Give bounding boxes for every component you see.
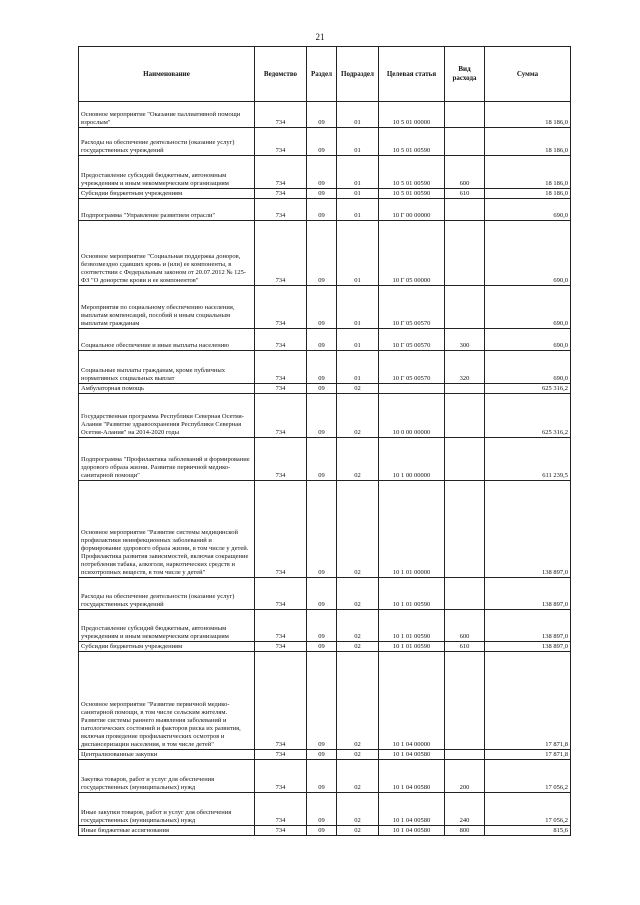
- table-row: [79, 221, 571, 286]
- row-name: Закупка товаров, работ и услуг для обеспечения государственных (муниципальных) нужд: [79, 760, 255, 793]
- row-amount: 18 186,0: [485, 128, 571, 156]
- row-name: Субсидии бюджетным учреждениям: [79, 189, 255, 199]
- table-row: [79, 189, 571, 199]
- row-section: 09: [307, 481, 337, 578]
- row-section: 09: [307, 642, 337, 652]
- row-amount: 138 897,0: [485, 610, 571, 642]
- row-target-article: 10 5 01 00590: [379, 189, 445, 199]
- row-target-article: 10 5 01 00000: [379, 102, 445, 128]
- row-section: 09: [307, 793, 337, 826]
- row-section: 09: [307, 351, 337, 384]
- table-row: [79, 128, 571, 156]
- row-amount: 18 186,0: [485, 189, 571, 199]
- row-subsection: 02: [337, 394, 379, 438]
- row-subsection: 01: [337, 189, 379, 199]
- table-row: [79, 286, 571, 329]
- row-target-article: 10 1 04 00580: [379, 750, 445, 760]
- row-department: 734: [255, 642, 307, 652]
- table-row: [79, 481, 571, 578]
- row-section: 09: [307, 394, 337, 438]
- row-name: Расходы на обеспечение деятельности (оказание услуг) государственных учреждений: [79, 578, 255, 610]
- row-name: Субсидии бюджетным учреждениям: [79, 642, 255, 652]
- row-target-article: [379, 384, 445, 394]
- row-section: 09: [307, 189, 337, 199]
- row-expense-type: [445, 221, 485, 286]
- row-subsection: 02: [337, 438, 379, 481]
- row-name: Социальные выплаты гражданам, кроме публичных нормативных социальных выплат: [79, 351, 255, 384]
- header-expense-type: Вид расхода: [445, 47, 485, 102]
- row-name: Подпрограмма "Управление развитием отрасли": [79, 199, 255, 221]
- table-row: [79, 610, 571, 642]
- row-department: 734: [255, 652, 307, 750]
- row-expense-type: 320: [445, 351, 485, 384]
- row-subsection: 02: [337, 750, 379, 760]
- row-name: Иные бюджетные ассигнования: [79, 826, 255, 836]
- row-target-article: 10 1 01 00000: [379, 481, 445, 578]
- header-subsection: Подраздел: [337, 47, 379, 102]
- row-subsection: 01: [337, 199, 379, 221]
- row-amount: 17 056,2: [485, 760, 571, 793]
- row-expense-type: [445, 750, 485, 760]
- budget-table: [78, 46, 571, 836]
- row-amount: 18 186,0: [485, 156, 571, 189]
- row-target-article: 10 Г 05 00570: [379, 286, 445, 329]
- row-target-article: 10 Г 00 00000: [379, 199, 445, 221]
- row-subsection: 02: [337, 793, 379, 826]
- row-name: Предоставление субсидий бюджетным, автономным учреждениям и иным некоммерческим организациям: [79, 610, 255, 642]
- row-section: 09: [307, 221, 337, 286]
- row-subsection: 01: [337, 351, 379, 384]
- row-department: 734: [255, 351, 307, 384]
- row-target-article: 10 Г 05 00000: [379, 221, 445, 286]
- row-amount: 690,0: [485, 286, 571, 329]
- row-target-article: 10 1 04 00000: [379, 652, 445, 750]
- table-row: [79, 652, 571, 750]
- row-expense-type: [445, 128, 485, 156]
- table-row: [79, 642, 571, 652]
- table-row: [79, 384, 571, 394]
- row-target-article: 10 1 01 00590: [379, 642, 445, 652]
- table-row: [79, 793, 571, 826]
- row-department: 734: [255, 394, 307, 438]
- row-name: Социальное обеспечение и иные выплаты населению: [79, 329, 255, 351]
- row-department: 734: [255, 102, 307, 128]
- row-amount: 690,0: [485, 329, 571, 351]
- row-expense-type: 200: [445, 760, 485, 793]
- row-department: 734: [255, 286, 307, 329]
- row-expense-type: 600: [445, 610, 485, 642]
- row-name: Расходы на обеспечение деятельности (оказание услуг) государственных учреждений: [79, 128, 255, 156]
- row-subsection: 01: [337, 156, 379, 189]
- row-department: 734: [255, 793, 307, 826]
- header-target-article: Целевая статья: [379, 47, 445, 102]
- row-target-article: 10 Г 05 00570: [379, 329, 445, 351]
- row-expense-type: [445, 652, 485, 750]
- row-department: 734: [255, 578, 307, 610]
- row-subsection: 02: [337, 481, 379, 578]
- row-subsection: 01: [337, 286, 379, 329]
- header-name: Наименование: [79, 47, 255, 102]
- row-name: Основное мероприятие "Развитие системы медицинской профилактики неинфекционных заболеваний и формирование здорового образа жизни, в том числе у детей. Профилактика развития зависимостей, включая сокращение потребления табака, алкоголя, наркотических средств и психотропных веществ, в том числе у детей": [79, 481, 255, 578]
- table-row: [79, 438, 571, 481]
- row-expense-type: [445, 394, 485, 438]
- row-subsection: 02: [337, 826, 379, 836]
- row-section: 09: [307, 826, 337, 836]
- row-target-article: 10 1 01 00590: [379, 610, 445, 642]
- row-target-article: 10 1 04 00580: [379, 793, 445, 826]
- row-amount: 611 239,5: [485, 438, 571, 481]
- row-amount: 690,0: [485, 221, 571, 286]
- row-department: 734: [255, 221, 307, 286]
- row-subsection: 02: [337, 760, 379, 793]
- row-department: 734: [255, 826, 307, 836]
- row-section: 09: [307, 128, 337, 156]
- row-expense-type: 600: [445, 156, 485, 189]
- row-department: 734: [255, 610, 307, 642]
- row-department: 734: [255, 438, 307, 481]
- row-section: 09: [307, 156, 337, 189]
- row-expense-type: [445, 481, 485, 578]
- row-amount: 18 186,0: [485, 102, 571, 128]
- row-amount: 17 056,2: [485, 793, 571, 826]
- row-name: Амбулаторная помощь: [79, 384, 255, 394]
- row-amount: 625 316,2: [485, 384, 571, 394]
- row-subsection: 01: [337, 128, 379, 156]
- row-amount: 138 897,0: [485, 642, 571, 652]
- row-name: Подпрограмма "Профилактика заболеваний и формирование здорового образа жизни. Развитие первичной медико-санитарной помощи": [79, 438, 255, 481]
- row-target-article: 10 1 00 00000: [379, 438, 445, 481]
- row-subsection: 01: [337, 329, 379, 351]
- row-target-article: 10 0 00 00000: [379, 394, 445, 438]
- row-amount: 17 871,8: [485, 652, 571, 750]
- row-target-article: 10 5 01 00590: [379, 128, 445, 156]
- row-target-article: 10 1 01 00590: [379, 578, 445, 610]
- row-expense-type: [445, 199, 485, 221]
- row-name: Централизованные закупки: [79, 750, 255, 760]
- row-department: 734: [255, 199, 307, 221]
- table-row: [79, 199, 571, 221]
- table-row: [79, 102, 571, 128]
- row-department: 734: [255, 750, 307, 760]
- row-expense-type: [445, 286, 485, 329]
- table-row: [79, 578, 571, 610]
- row-department: 734: [255, 189, 307, 199]
- row-section: 09: [307, 438, 337, 481]
- header-department: Ведомство: [255, 47, 307, 102]
- row-department: 734: [255, 384, 307, 394]
- row-section: 09: [307, 578, 337, 610]
- table-row: [79, 156, 571, 189]
- row-department: 734: [255, 760, 307, 793]
- row-name: Мероприятия по социальному обеспечению населения, выплатам компенсаций, пособий и иным социальным выплатам гражданам: [79, 286, 255, 329]
- row-section: 09: [307, 760, 337, 793]
- row-amount: 625 316,2: [485, 394, 571, 438]
- table-row: [79, 351, 571, 384]
- row-subsection: 02: [337, 642, 379, 652]
- page-number: 21: [315, 32, 325, 42]
- header-section: Раздел: [307, 47, 337, 102]
- row-department: 734: [255, 156, 307, 189]
- row-section: 09: [307, 102, 337, 128]
- row-expense-type: 610: [445, 642, 485, 652]
- row-name: Иные закупки товаров, работ и услуг для обеспечения государственных (муниципальных) нужд: [79, 793, 255, 826]
- row-department: 734: [255, 481, 307, 578]
- row-name: Предоставление субсидий бюджетным, автономным учреждениям и иным некоммерческим организациям: [79, 156, 255, 189]
- row-expense-type: 240: [445, 793, 485, 826]
- row-expense-type: [445, 438, 485, 481]
- table-row: [79, 329, 571, 351]
- row-name: Основное мероприятие "Социальная поддержка доноров, безвозмездно сдавших кровь и (или) ее компоненты, в соответствии с Федеральным законом от 20.07.2012 № 125-ФЗ "О донорстве крови и ее компонентов": [79, 221, 255, 286]
- row-section: 09: [307, 652, 337, 750]
- row-amount: 138 897,0: [485, 481, 571, 578]
- row-section: 09: [307, 610, 337, 642]
- row-expense-type: 610: [445, 189, 485, 199]
- row-expense-type: 800: [445, 826, 485, 836]
- row-subsection: 02: [337, 384, 379, 394]
- row-subsection: 01: [337, 221, 379, 286]
- row-subsection: 02: [337, 652, 379, 750]
- table-row: [79, 760, 571, 793]
- table-row: [79, 394, 571, 438]
- row-expense-type: [445, 384, 485, 394]
- row-department: 734: [255, 128, 307, 156]
- row-subsection: 02: [337, 610, 379, 642]
- header-row: [79, 47, 571, 102]
- row-target-article: 10 Г 05 00570: [379, 351, 445, 384]
- header-amount: Сумма: [485, 47, 571, 102]
- row-amount: 690,0: [485, 351, 571, 384]
- row-expense-type: 300: [445, 329, 485, 351]
- row-section: 09: [307, 750, 337, 760]
- row-name: Основное мероприятие "Развитие первичной медико-санитарной помощи, в том числе сельским жителям. Развитие системы раннего выявления заболеваний и патологических состояний и факторов риска их развития, включая проведение профилактических осмотров и диспансеризации населения, в том числе детей": [79, 652, 255, 750]
- row-name: Основное мероприятие "Оказание паллиативной помощи взрослым": [79, 102, 255, 128]
- table-row: [79, 826, 571, 836]
- row-target-article: 10 1 04 00580: [379, 826, 445, 836]
- table-row: [79, 750, 571, 760]
- row-section: 09: [307, 286, 337, 329]
- row-amount: 17 871,8: [485, 750, 571, 760]
- row-amount: 815,6: [485, 826, 571, 836]
- row-target-article: 10 5 01 00590: [379, 156, 445, 189]
- row-target-article: 10 1 04 00580: [379, 760, 445, 793]
- row-section: 09: [307, 199, 337, 221]
- row-department: 734: [255, 329, 307, 351]
- row-name: Государственная программа Республики Северная Осетия-Алания "Развитие здравоохранения Республики Северная Осетия-Алания" на 2014-2020 годы: [79, 394, 255, 438]
- row-expense-type: [445, 102, 485, 128]
- row-amount: 690,0: [485, 199, 571, 221]
- row-expense-type: [445, 578, 485, 610]
- row-subsection: 01: [337, 102, 379, 128]
- row-section: 09: [307, 329, 337, 351]
- row-section: 09: [307, 384, 337, 394]
- row-subsection: 02: [337, 578, 379, 610]
- row-amount: 138 897,0: [485, 578, 571, 610]
